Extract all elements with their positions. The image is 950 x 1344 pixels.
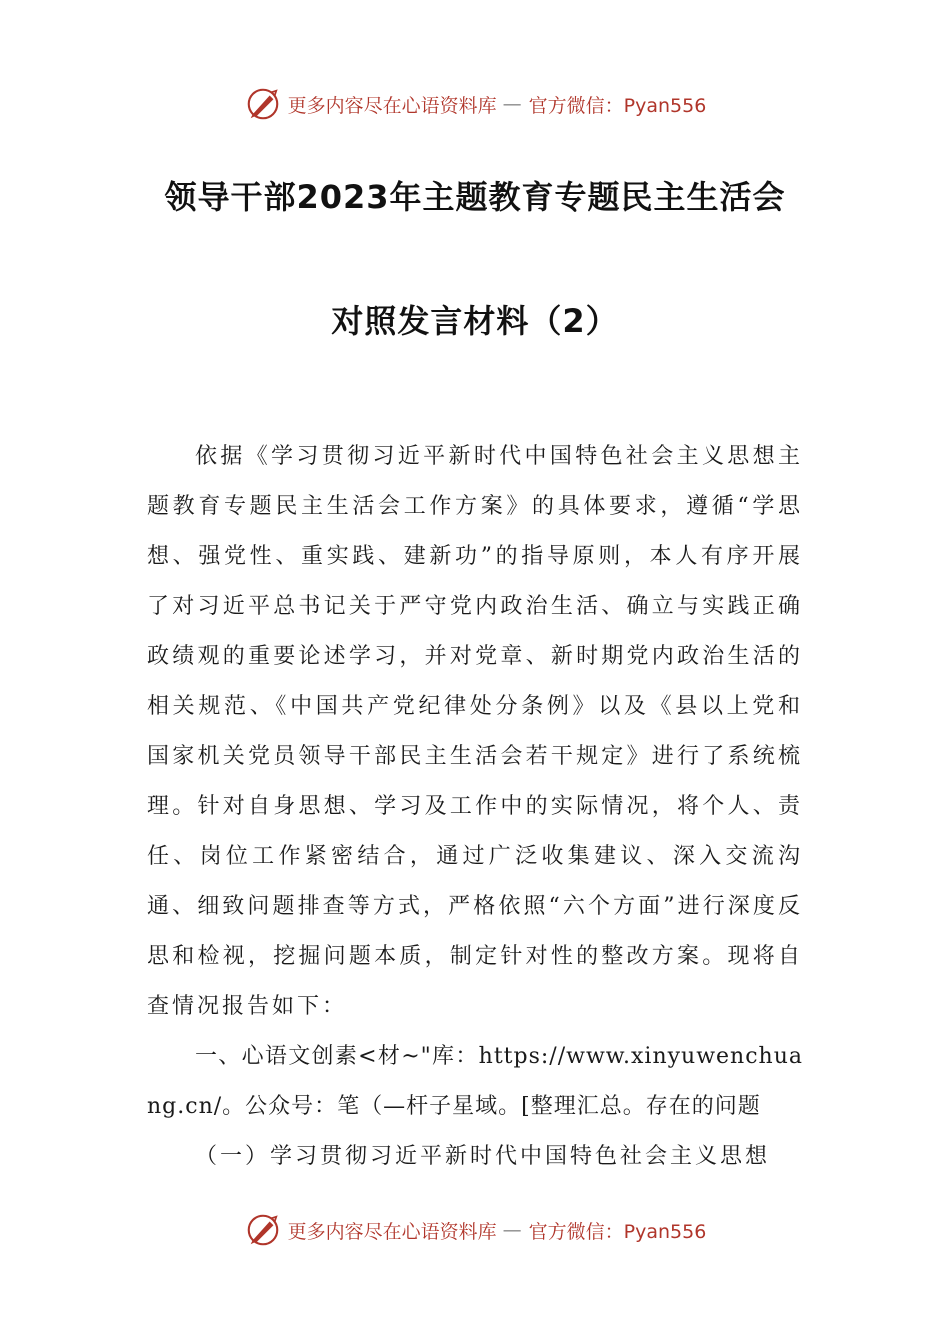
banner-separator: — bbox=[502, 1219, 523, 1241]
pen-logo-icon bbox=[244, 85, 282, 123]
document-title-line-1: 领导干部2023年主题教育专题民主生活会 bbox=[164, 178, 786, 216]
section-heading-paragraph: 一、心语文创素<材~"库：https://www.xinyuwenchuang.cn/。公众号：笔（—杆子星域。[整理汇总。存在的问题 bbox=[147, 1044, 803, 1119]
banner-wechat-text: 官方微信：Pyan556 bbox=[528, 94, 707, 117]
banner-site-text: 更多内容尽在心语资料库 bbox=[287, 94, 497, 117]
subsection-heading-paragraph: （一）学习贯彻习近平新时代中国特色社会主义思想 bbox=[195, 1144, 771, 1169]
body-paragraph: 依据《学习贯彻习近平新时代中国特色社会主义思想主题教育专题民主生活会工作方案》的具体要求，遵循“学思想、强党性、重实践、建新功”的指导原则，本人有序开展了对习近平总书记关于严守党内政治生活、确立与实践正确政绩观的重要论述学习，并对党章、新时期党内政治生活的相关规范、《中国共产党纪律处分条例》以及《县以上党和国家机关党员领导干部民主生活会若干规定》进行了系统梳理。针对自身思想、学习及工作中的实际情况，将个人、责任、岗位工作紧密结合，通过广泛收集建议、深入交流沟通、细致问题排查等方式，严格依照“六个方面”进行深度反思和检视，挖掘问题本质，制定针对性的整改方案。现将自查情况报告如下： bbox=[147, 444, 803, 1019]
pen-logo-icon bbox=[244, 1211, 282, 1249]
footer-banner bbox=[0, 1208, 950, 1252]
banner-site-text: 更多内容尽在心语资料库 bbox=[287, 1220, 497, 1243]
banner-separator: — bbox=[502, 93, 523, 115]
header-banner bbox=[0, 82, 950, 126]
document-title-line-2: 对照发言材料（2） bbox=[331, 302, 619, 340]
document-body bbox=[147, 432, 803, 1182]
banner-wechat-text: 官方微信：Pyan556 bbox=[528, 1220, 707, 1243]
